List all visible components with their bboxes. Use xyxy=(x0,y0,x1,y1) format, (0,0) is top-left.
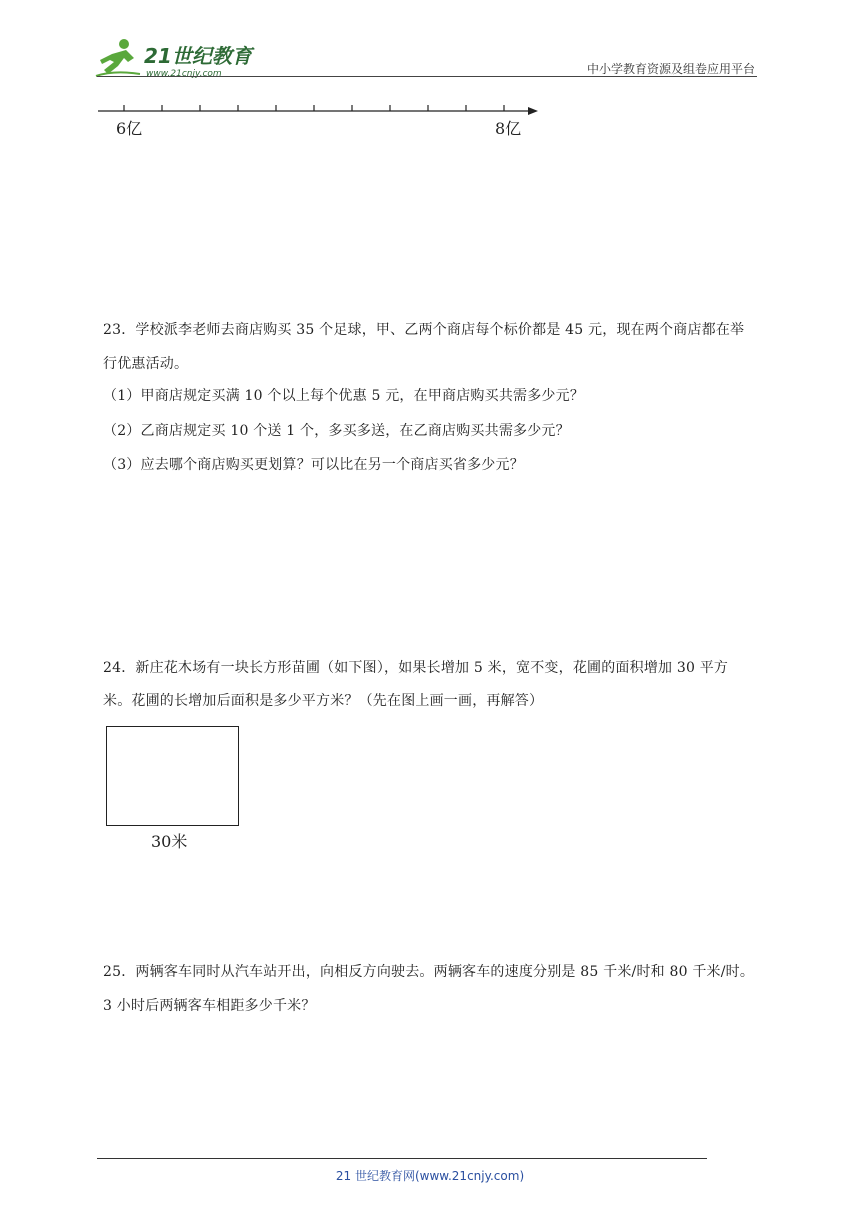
logo-text: 21世纪教育 xyxy=(144,44,252,68)
footer-link[interactable]: 21 世纪教育网(www.21cnjy.com) xyxy=(335,1169,525,1183)
q25-line1: 25．两辆客车同时从汽车站开出，向相反方向驶去。两辆客车的速度分别是 85 千米/时和 80 千米/时。 xyxy=(103,964,755,980)
q25-line2: 3 小时后两辆客车相距多少千米？ xyxy=(103,998,316,1014)
logo-url: www.21cnjy.com xyxy=(146,69,222,79)
q23-line2: 行优惠活动。 xyxy=(103,356,189,372)
number-line-right-label: 8亿 xyxy=(495,119,522,138)
number-line-left-label: 6亿 xyxy=(116,119,143,138)
footer-divider xyxy=(97,1158,707,1159)
header-divider xyxy=(97,76,757,77)
q23-sub3: （3）应去哪个商店购买更划算？可以比在另一个商店买省多少元？ xyxy=(103,457,524,473)
runner-icon xyxy=(96,39,140,76)
q24-line1: 24．新庄花木场有一块长方形苗圃（如下图），如果长增加 5 米，宽不变，花圃的面积增加 30 平方 xyxy=(103,660,729,676)
header-platform-text: 中小学教育资源及组卷应用平台 xyxy=(586,62,755,76)
number-line xyxy=(94,98,544,138)
q23-sub1: （1）甲商店规定买满 10 个以上每个优惠 5 元，在甲商店购买共需多少元？ xyxy=(103,388,585,404)
nursery-rectangle xyxy=(106,726,239,826)
q23-sub2: （2）乙商店规定买 10 个送 1 个，多买多送，在乙商店购买共需多少元？ xyxy=(103,423,570,439)
q23-line1: 23．学校派李老师去商店购买 35 个足球，甲、乙两个商店每个标价都是 45 元，现在两个商店都在举 xyxy=(103,322,745,338)
number-line-ticks xyxy=(124,105,504,111)
arrow-icon xyxy=(528,107,538,115)
q24-line2: 米。花圃的长增加后面积是多少平方米？（先在图上画一画，再解答） xyxy=(103,693,544,709)
rectangle-length-label: 30米 xyxy=(151,832,188,851)
